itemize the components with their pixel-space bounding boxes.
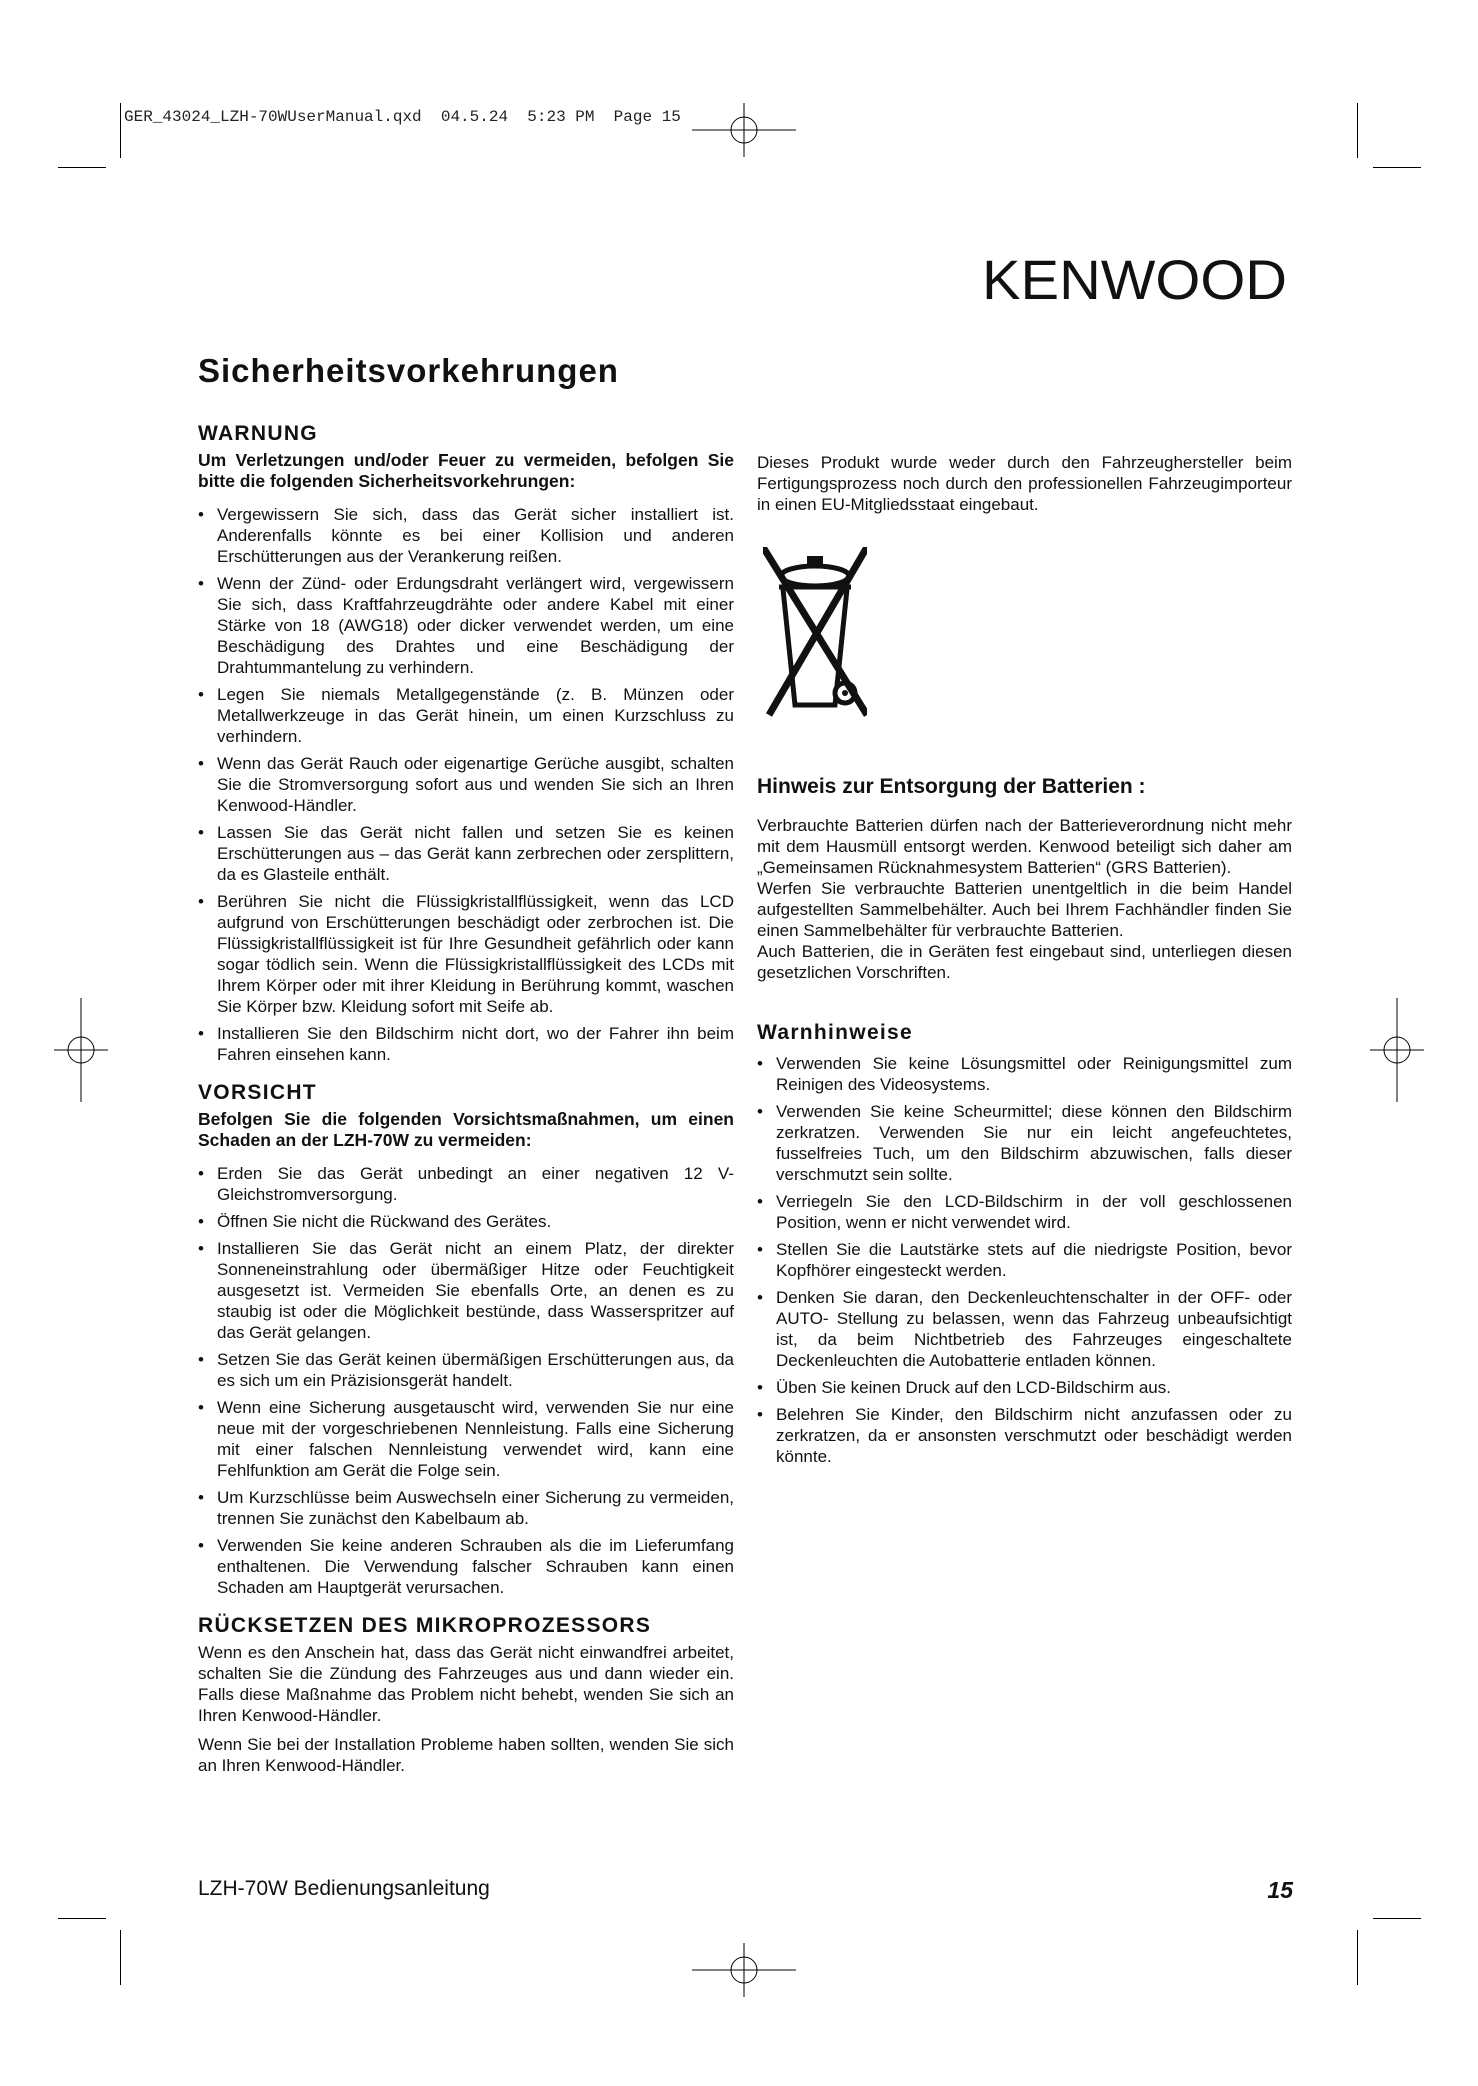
list-item: • Belehren Sie Kinder, den Bildschirm nicht anzufassen oder zu zerkratzen, da er ansonsten verschmutzt oder beschädigt werden könnte. (757, 1404, 1292, 1467)
right-column (757, 422, 1292, 1473)
registration-mark-left (54, 998, 108, 1102)
vorsicht-heading: VORSICHT (198, 1081, 317, 1104)
warnhinweise-heading: Warnhinweise (757, 1021, 914, 1044)
list-item: • Öffnen Sie nicht die Rückwand des Gerätes. (198, 1211, 734, 1232)
page-number: 15 (1267, 1877, 1293, 1903)
reset-paragraph: Wenn Sie bei der Installation Probleme haben sollten, wenden Sie sich an Ihren Kenwood-Händler. (198, 1735, 734, 1775)
logo-text: KENWOOD (982, 248, 1287, 308)
registration-mark-bottom (692, 1943, 796, 1997)
list-item: • Denken Sie daran, den Deckenleuchtenschalter in der OFF- oder AUTO- Stellung zu belassen, wenn das Fahrzeug unbeaufsichtigt ist, da beim Nichtbetrieb des Fahrzeuges eingeschaltete Deckenleuchten die Autobatterie entladen können. (757, 1287, 1292, 1371)
list-item: • Installieren Sie das Gerät nicht an einem Platz, der direkter Sonneneinstrahlung oder übermäßiger Hitze oder Feuchtigkeit ausgesetzt ist. Vermeiden Sie ebenfalls Orte, an denen es zu staubig ist oder die Möglichkeit bestünde, dass Wasserspritzer auf das Gerät gelangen. (198, 1238, 734, 1343)
footer-manual-title: LZH-70W Bedienungsanleitung (198, 1877, 490, 1900)
list-item: • Verwenden Sie keine Scheurmittel; diese können den Bildschirm zerkratzen. Verwenden Sie nur ein leicht angefeuchtetes, fusselfreies Tuch, um den Bildschirm abzuwischen, falls dieser verschmutzt sein sollte. (757, 1101, 1292, 1185)
list-item: • Berühren Sie nicht die Flüssigkristallflüssigkeit, wenn das LCD aufgrund von Erschütterungen beschädigt oder zerbrochen ist. Die Flüssigkristallflüssigkeit ist für Ihre Gesundheit gefährlich oder kann sogar tödlich sein. Wenn die Flüssigkristallflüssigkeit des LCDs mit Ihrem Körper oder mit ihrer Kleidung in Berührung kommt, waschen Sie Körper bzw. Kleidung sofort mit Seife ab. (198, 891, 734, 1017)
kenwood-logo (982, 248, 1292, 308)
warnung-heading: WARNUNG (198, 422, 318, 445)
list-item: • Verriegeln Sie den LCD-Bildschirm in der voll geschlossenen Position, wenn er nicht verwendet wird. (757, 1191, 1292, 1233)
crop-mark (58, 167, 106, 168)
battery-paragraph: Werfen Sie verbrauchte Batterien unentgeltlich in die beim Handel aufgestellten Sammelbehälter. Auch bei Ihrem Fachhändler finden Sie einen Sammelbehälter für verbrauchte Batterien. (757, 879, 1292, 940)
crop-mark (120, 103, 121, 158)
battery-heading: Hinweis zur Entsorgung der Batterien : (757, 775, 1146, 798)
list-item: • Erden Sie das Gerät unbedingt an einer negativen 12 V-Gleichstromversorgung. (198, 1163, 734, 1205)
vorsicht-list (198, 1163, 734, 1598)
warnhinweise-list (757, 1053, 1292, 1467)
reset-heading: RÜCKSETZEN DES MIKROPROZESSORS (198, 1614, 652, 1637)
crop-mark (1373, 167, 1421, 168)
list-item: • Üben Sie keinen Druck auf den LCD-Bildschirm aus. (757, 1377, 1292, 1398)
reset-paragraph: Wenn es den Anschein hat, dass das Gerät nicht einwandfrei arbeitet, schalten Sie die Zündung des Fahrzeuges aus und dann wieder ein. Falls diese Maßnahme das Problem nicht behebt, wenden Sie sich an Ihren Kenwood-Händler. (198, 1643, 734, 1725)
list-item: • Verwenden Sie keine anderen Schrauben als die im Lieferumfang enthaltenen. Die Verwendung falscher Schrauben kann einen Schaden am Hauptgerät verursachen. (198, 1535, 734, 1598)
vorsicht-intro: Befolgen Sie die folgenden Vorsichtsmaßnahmen, um einen Schaden an der LZH-70W zu vermeiden: (198, 1109, 734, 1150)
battery-paragraph: Auch Batterien, die in Geräten fest eingebaut sind, unterliegen diesen gesetzlichen Vorschriften. (757, 942, 1292, 982)
list-item: • Um Kurzschlüsse beim Auswechseln einer Sicherung zu vermeiden, trennen Sie zunächst den Kabelbaum ab. (198, 1487, 734, 1529)
list-item: • Lassen Sie das Gerät nicht fallen und setzen Sie es keinen Erschütterungen aus – das Gerät kann zerbrechen oder zersplittern, da es Glasteile enthält. (198, 822, 734, 885)
list-item: • Legen Sie niemals Metallgegenstände (z. B. Münzen oder Metallwerkzeuge in das Gerät hinein, um einen Kurzschluss zu verhindern. (198, 684, 734, 747)
battery-paragraph: Verbrauchte Batterien dürfen nach der Batterieverordnung nicht mehr mit dem Hausmüll entsorgt werden. Kenwood beteiligt sich daher am „Gemeinsamen Rücknahmesystem Batterien“ (GRS Batterien). (757, 816, 1292, 877)
list-item: • Verwenden Sie keine Lösungsmittel oder Reinigungsmittel zum Reinigen des Videosystems. (757, 1053, 1292, 1095)
print-slug: GER_43024_LZH-70WUserManual.qxd 04.5.24 5:23 PM Page 15 (124, 108, 681, 126)
crop-mark (1373, 1918, 1421, 1919)
crop-mark (120, 1930, 121, 1985)
list-item: • Setzen Sie das Gerät keinen übermäßigen Erschütterungen aus, da es sich um ein Präzisionsgerät handelt. (198, 1349, 734, 1391)
list-item: • Stellen Sie die Lautstärke stets auf die niedrigste Position, bevor Kopfhörer eingesteckt werden. (757, 1239, 1292, 1281)
warnung-list (198, 504, 734, 1065)
warnung-intro: Um Verletzungen und/oder Feuer zu vermeiden, befolgen Sie bitte die folgenden Sicherheitsvorkehrungen: (198, 450, 734, 491)
list-item: • Installieren Sie den Bildschirm nicht dort, wo der Fahrer ihn beim Fahren einsehen kann. (198, 1023, 734, 1065)
crop-mark (58, 1918, 106, 1919)
list-item: • Vergewissern Sie sich, dass das Gerät sicher installiert ist. Anderenfalls könnte es bei einer Kollision und anderen Erschütterungen aus der Verankerung reißen. (198, 504, 734, 567)
list-item: • Wenn das Gerät Rauch oder eigenartige Gerüche ausgibt, schalten Sie die Stromversorgung sofort aus und wenden Sie sich an Ihren Kenwood-Händler. (198, 753, 734, 816)
list-item: • Wenn eine Sicherung ausgetauscht wird, verwenden Sie nur eine neue mit der vorgeschriebenen Nennleistung. Falls eine Sicherung mit einer falschen Nennleistung verwendet wird, kann eine Fehlfunktion am Gerät die Folge sein. (198, 1397, 734, 1481)
registration-mark-top (692, 103, 796, 157)
crossed-out-bin-icon (763, 547, 867, 717)
left-column (198, 422, 734, 1784)
page-title: Sicherheitsvorkehrungen (198, 352, 619, 389)
crop-mark (1357, 1930, 1358, 1985)
crop-mark (1357, 103, 1358, 158)
eu-intro-paragraph: Dieses Produkt wurde weder durch den Fahrzeughersteller beim Fertigungsprozess noch durch den professionellen Fahrzeugimporteur in einen EU-Mitgliedsstaat eingebaut. (757, 453, 1292, 514)
registration-mark-right (1370, 998, 1424, 1102)
list-item: • Wenn der Zünd- oder Erdungsdraht verlängert wird, vergewissern Sie sich, dass Kraftfahrzeugdrähte oder andere Kabel mit einer Stärke von 18 (AWG18) oder dicker verwendet werden, um eine Beschädigung des Drahtes und eine Beschädigung der Drahtummantelung zu verhindern. (198, 573, 734, 678)
